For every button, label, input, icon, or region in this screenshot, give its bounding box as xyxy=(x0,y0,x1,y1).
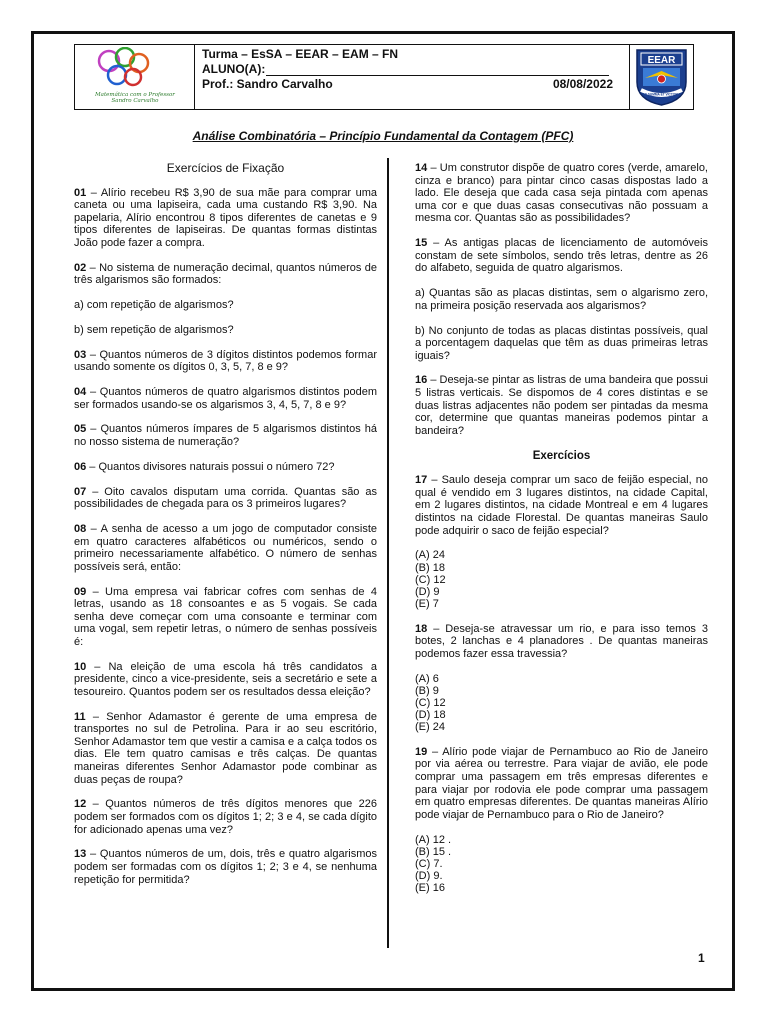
option-d: (D) 18 xyxy=(415,709,446,722)
prof-line xyxy=(202,77,625,92)
header-box xyxy=(74,44,694,110)
option-a: (A) 24 xyxy=(415,549,445,562)
question-07: 07 – Oito cavalos disputam uma corrida. Quantas são as possibilidades de chegada para os 3 primeiros lugares? xyxy=(74,485,377,511)
date-label: 08/08/2022 xyxy=(552,77,613,91)
question-03: 03 – Quantos números de 3 dígitos distintos podemos formar usando somente os dígitos 0, 3, 5, 7, 8 e 9? xyxy=(74,348,377,374)
circles-logo-icon xyxy=(81,47,189,93)
option-d: (D) 9 xyxy=(415,585,440,598)
eear-emblem xyxy=(630,45,693,109)
left-column xyxy=(74,162,377,898)
question-15b: b) No conjunto de todas as placas distintas possíveis, qual a porcentagem daquelas que têm as duas primeiras letras iguais? xyxy=(415,324,708,362)
question-04: 04 – Quantos números de quatro algarismos distintos podem ser formados usando-se os algarismos 3, 4, 5, 7, 8 e 9? xyxy=(74,386,377,411)
question-08: 08 – A senha de acesso a um jogo de computador consiste em quatro caracteres alfabéticos ou numéricos, sendo o primeiro necessariamente alfabético. O número de senhas possíveis será, então: xyxy=(74,522,377,573)
column-divider xyxy=(387,158,389,948)
question-02b: b) sem repetição de algarismos? xyxy=(74,323,234,336)
page-number: 1 xyxy=(698,951,705,965)
question-09: 09 – Uma empresa vai fabricar cofres com senhas de 4 letras, usando as 18 consoantes e as 5 vogais. Se cada senha deve começar com uma consoante e terminar com uma vogal, sem repetir letras, o número de senhas possíveis é: xyxy=(74,585,377,648)
question-13: 13 – Quantos números de um, dois, três e quatro algarismos podem ser formadas com os dígitos 1; 2; 3 e 4, se nenhuma repetição for permitida? xyxy=(74,848,377,886)
option-c: (C) 12 xyxy=(415,573,446,586)
option-c: (C) 12 xyxy=(415,696,446,709)
question-05: 05 – Quantos números ímpares de 5 algarismos distintos há no nosso sistema de numeração? xyxy=(74,423,377,449)
question-19: 19 – Alírio pode viajar de Pernambuco ao Rio de Janeiro por via aérea ou terrestre. Para viajar de avião, ele pode comprar uma passagem em três empresas diferentes e para viajar por rodovia ele pode comprar uma passagem em quatro empresas diferentes. De quantas maneiras Alírio pode viajar de Pernambuco para o Rio de Janeiro? xyxy=(415,745,708,821)
question-10: 10 – Na eleição de uma escola há três candidatos a presidente, cinco a vice-presidente, seis a secretário e sete a tesoureiro. Quantos podem ser os resultados dessa eleição? xyxy=(74,660,377,698)
aluno-line xyxy=(202,62,625,77)
question-02a: a) com repetição de algarismos? xyxy=(74,299,234,312)
page-frame xyxy=(31,31,735,991)
option-c: (C) 7. xyxy=(415,857,443,870)
question-06: 06 – Quantos divisores naturais possui o número 72? xyxy=(74,460,335,473)
header-info xyxy=(195,45,630,109)
option-d: (D) 9. xyxy=(415,870,443,883)
question-16: 16 – Deseja-se pintar as listras de uma bandeira que possui 5 listras verticais. Se dispomos de 4 cores distintas e se duas listras adjacentes não podem ser pintadas da mesma cor, determine que quantas maneiras podemos pintar a bandeira? xyxy=(415,374,708,437)
option-e: (E) 16 xyxy=(415,882,445,895)
svg-text:EEAR: EEAR xyxy=(647,55,676,66)
question-17: 17 – Saulo deseja comprar um saco de feijão especial, no qual é vendido em 3 lugares distintos, na cidade Capital, em 2 lugares distintos, na cidade Montreal e em 4 lugares distintos na cidade Florestal. De quantas maneiras Saulo pode adquirir o saco de feijão especial? xyxy=(415,474,708,537)
question-14: 14 – Um construtor dispõe de quatro cores (verde, amarelo, cinza e branco) para pintar cinco casas dispostas lado a lado. Ele deseja que cada casa seja pintada com apenas uma cor e que duas casas consecutivas não possuam a mesma cor. Quantas são as possibilidades? xyxy=(415,162,708,225)
question-12: 12 – Quantos números de três dígitos menores que 226 podem ser formados com os dígitos 1; 2; 3 e 4, se cada dígito for adicionado apenas uma vez? xyxy=(74,798,377,836)
question-18: 18 – Deseja-se atravessar um rio, e para isso temos 3 botes, 2 lanchas e 4 planadores . De quantas maneiras podemos fazer essa travessia? xyxy=(415,622,708,660)
right-column xyxy=(415,162,708,907)
question-15: 15 – As antigas placas de licenciamento de automóveis constam de sete símbolos, sendo três letras, dentre as 26 do alfabeto, seguida de quatro algarismos. xyxy=(415,237,708,275)
question-01: 01 – Alírio recebeu R$ 3,90 de sua mãe para comprar uma caneta ou uma lapiseira, cada uma custando R$ 3,90. Na papelaria, Alírio encontrou 8 tipos diferentes de canetas e 9 tipos diferentes de lapiseiras. De quantas formas distintas João pode fazer a compra. xyxy=(74,186,377,249)
question-19-options xyxy=(415,834,708,895)
page-title: Análise Combinatória – Princípio Fundamental da Contagem (PFC) xyxy=(192,129,574,143)
question-18-options xyxy=(415,673,708,734)
aluno-label: ALUNO(A): xyxy=(202,62,266,76)
turma-line: Turma – EsSA – EEAR – EAM – FN xyxy=(202,47,399,61)
section-heading-fixacao: Exercícios de Fixação xyxy=(166,161,285,175)
option-e: (E) 24 xyxy=(415,721,445,734)
question-11: 11 – Senhor Adamastor é gerente de uma empresa de transportes no sul de Petrolina. Para ir ao seu escritório, Senhor Adamastor tem que vestir a camisa e a calça todos os dias. Ele tem quatro camisas e três calças. De quantas maneiras diferentes Senhor Adamastor pode combinar as duas peças de roupa? xyxy=(74,710,377,786)
svg-text:AD SUMMA ET VICTORIA: AD SUMMA ET VICTORIA xyxy=(642,92,681,97)
question-02: 02 – No sistema de numeração decimal, quantos números de três algarismos são formados: xyxy=(74,261,377,287)
eear-shield-icon xyxy=(635,48,688,106)
question-17-options xyxy=(415,549,708,610)
logo-caption: Matemática com o Professor Sandro Carvalho xyxy=(95,92,175,104)
option-b: (B) 15 . xyxy=(415,845,452,858)
section-heading-exercicios: Exercícios xyxy=(532,449,591,462)
option-a: (A) 6 xyxy=(415,672,439,685)
option-a: (A) 12 . xyxy=(415,833,452,846)
prof-label: Prof.: Sandro Carvalho xyxy=(202,77,333,91)
option-e: (E) 7 xyxy=(415,598,439,611)
teacher-logo xyxy=(75,45,195,109)
option-b: (B) 18 xyxy=(415,561,445,574)
aluno-name-field[interactable] xyxy=(266,75,609,76)
option-b: (B) 9 xyxy=(415,684,439,697)
question-15a: a) Quantas são as placas distintas, sem o algarismo zero, na primeira posição reservada aos algarismos? xyxy=(415,287,708,312)
